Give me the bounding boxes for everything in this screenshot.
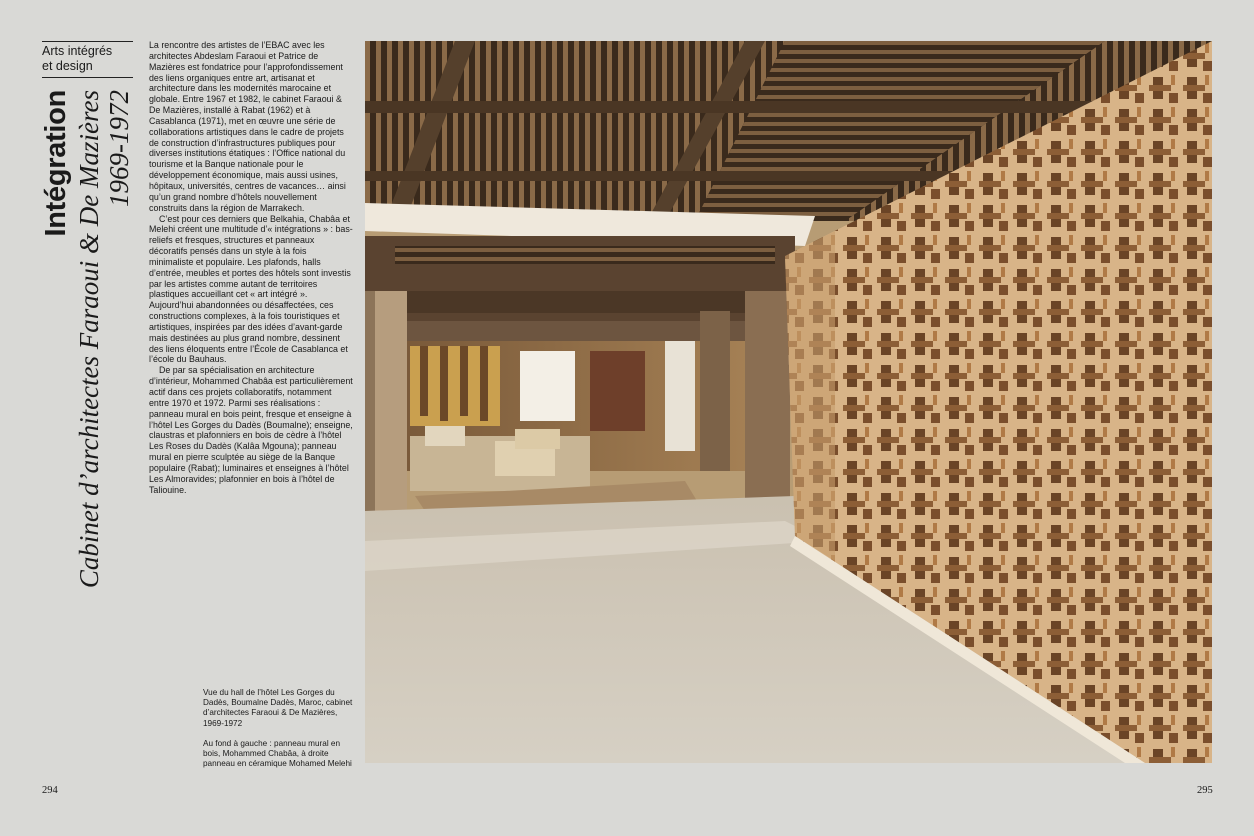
- section-label-line1: Arts intégrés: [42, 44, 113, 58]
- section-label: [42, 41, 133, 78]
- section-label-line2: et design: [42, 59, 93, 73]
- photo-caption: [203, 688, 355, 779]
- page-title: Intégration: [40, 90, 72, 237]
- body-paragraph: De par sa spécialisation en architecture d’intérieur, Mohammed Chabâa est particulièrement actif dans ces projets collaboratifs, notamment entre 1970 et 1972. Parmi ses réalisations : panneau mural en bois peint, fresque et enseigne à l’hôtel Les Gorges du Dadès (Boumalne); enseigne, claustras et plafonniers en bois de cèdre à l’hôtel Les Roses du Dadès (Kalâa Mgouna); panneau mural en pierre sculptée au siège de la Banque populaire (Rabat); luminaires et enseignes à l’hôtel Les Almoravides; plafonnier en bois à l’hôtel de Taliouine.: [149, 365, 353, 495]
- caption-line2: Au fond à gauche : panneau mural en bois, Mohammed Chabâa, à droite panneau en céramique Mohamed Melehi: [203, 738, 352, 769]
- hotel-hall-photo: [365, 41, 1212, 763]
- page-dates: 1969-1972: [104, 90, 134, 207]
- page-subtitle: Cabinet d’architectes Faraoui & De Mazières: [74, 90, 104, 589]
- vertical-title: [42, 90, 137, 590]
- page-number-left: 294: [42, 785, 58, 796]
- caption-line1: Vue du hall de l’hôtel Les Gorges du Dadès, Boumalne Dadès, Maroc, cabinet d’architectes Faraoui & De Mazières, 1969-1972: [203, 688, 353, 728]
- body-paragraph: C’est pour ces derniers que Belkahia, Chabâa et Melehi créent une multitude d’« intégrations » : bas-reliefs et fresques, structures et panneaux décoratifs pensés dans un style à la fois minimaliste et populaire. Les plafonds, halls d’entrée, meubles et portes des hôtels sont investis par les artistes comme autant de territoires plastiques accueillant cet « art intégré ». Aujourd’hui abandonnées ou désaffectées, ces constructions complexes, à la fois touristiques et artistiques, inspirées par des idées d’avant-garde mais destinées au plus grand nombre, dessinent des liens éloquents entre l’École de Casablanca et l’école du Bauhaus.: [149, 213, 353, 365]
- page-number-right: 295: [1197, 785, 1213, 796]
- body-paragraph: La rencontre des artistes de l’EBAC avec les architectes Abdeslam Faraoui et Patrice de Mazières est fondatrice pour l’approfondissement des liens organiques entre art, artisanat et architecture dans les modernités marocaine et globale. Entre 1967 et 1982, le cabinet Faraoui & De Mazières, installé à Rabat (1962) et à Casablanca (1971), met en œuvre une série de collaborations artistiques dans le cadre de projets de construction d’infrastructures publiques pour diverses institutions étatiques : l’Office national du tourisme et la Banque nationale pour le développement économique, mais aussi usines, hôpitaux, universités, centres de vacances… ainsi qu’un grand nombre d’hôtels nouvellement construits dans la région de Marrakech.: [149, 40, 346, 213]
- body-text: [149, 40, 353, 495]
